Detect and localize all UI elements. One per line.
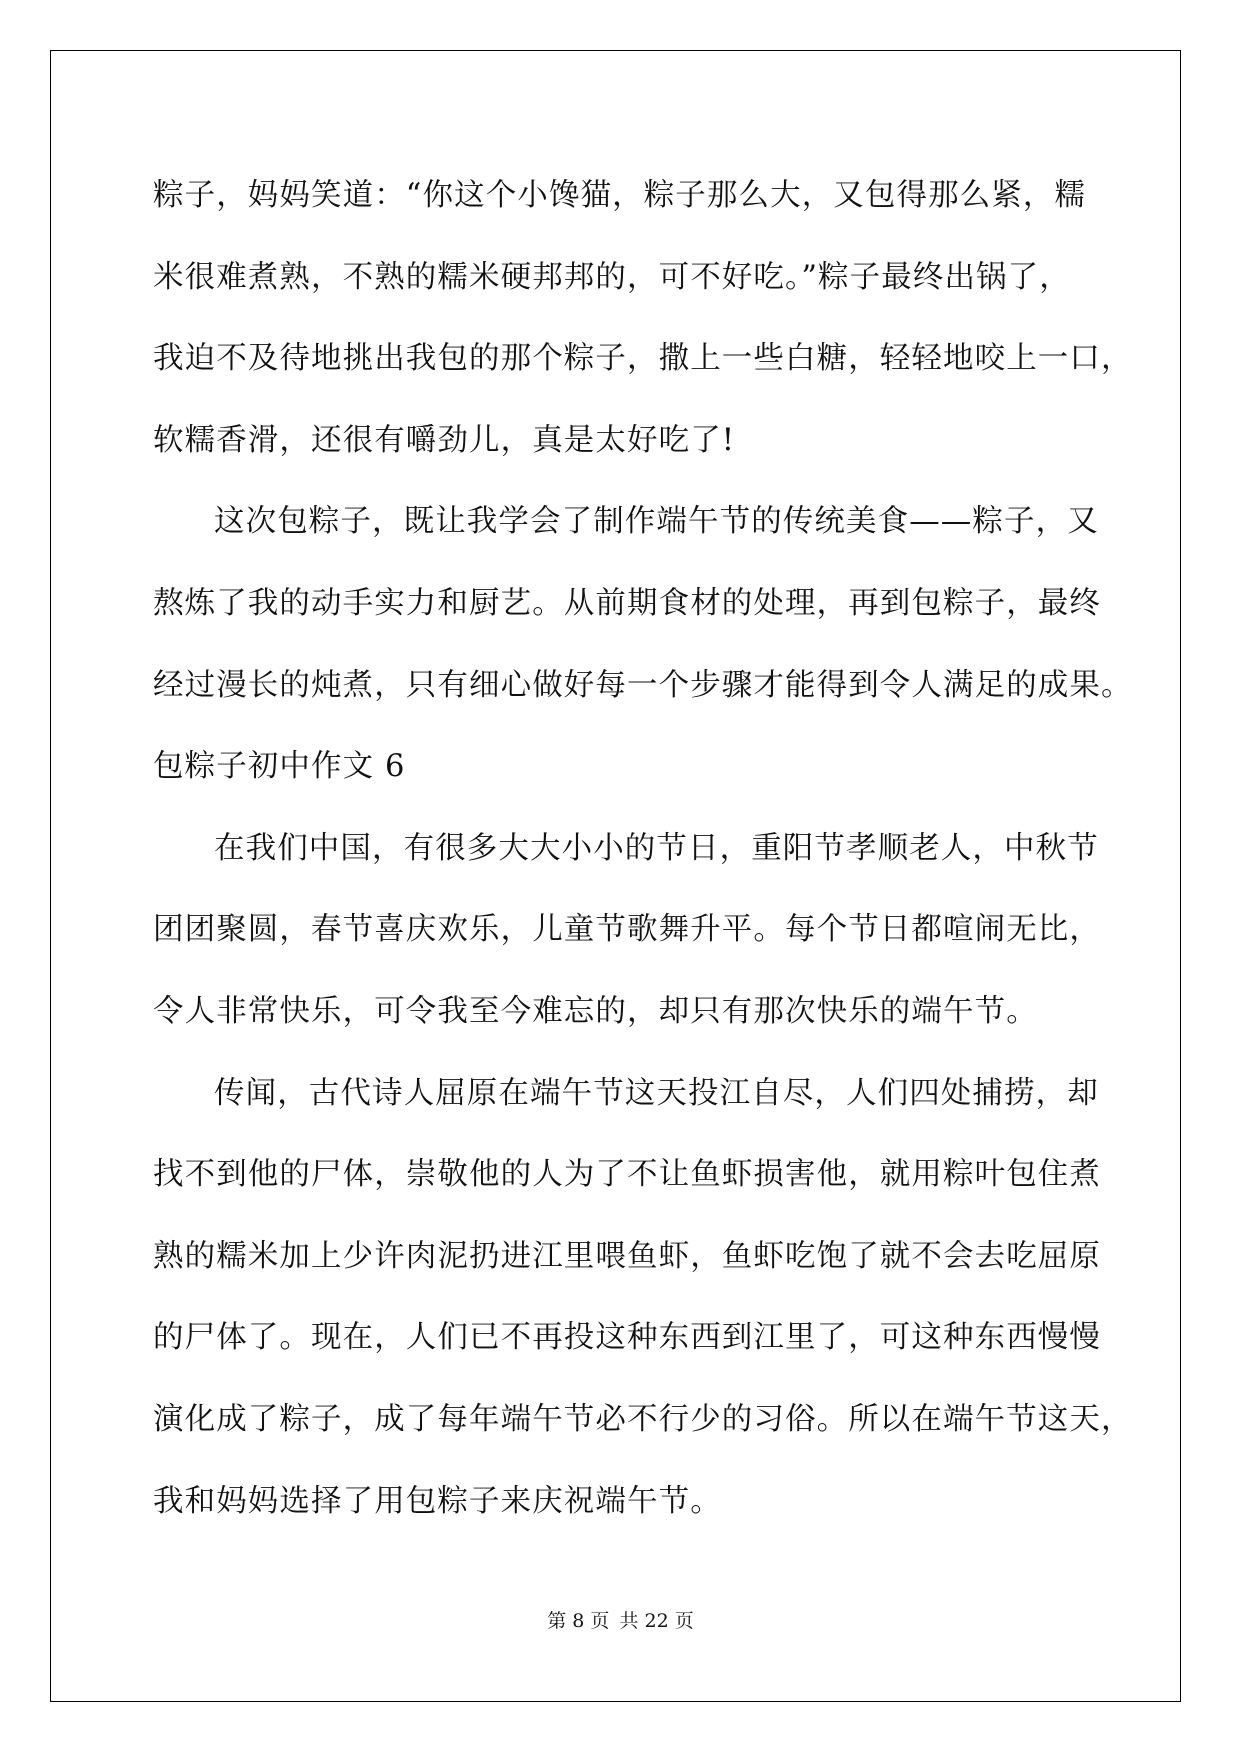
- text-line: 找不到他的尸体，崇敬他的人为了不让鱼虾损害他，就用粽叶包住煮: [153, 1157, 1101, 1193]
- text-line: 的尸体了。现在，人们已不再投这种东西到江里了，可这种东西慢慢: [153, 1320, 1101, 1356]
- text-line: 米很难煮熟，不熟的糯米硬邦邦的，可不好吃。”粽子最终出锅了，: [153, 259, 1071, 295]
- text-line: 熬炼了我的动手实力和厨艺。从前期食材的处理，再到包粽子，最终: [153, 585, 1101, 621]
- text-line: 熟的糯米加上少许肉泥扔进江里喂鱼虾，鱼虾吃饱了就不会去吃屈原: [153, 1238, 1101, 1274]
- text-line: 传闻，古代诗人屈原在端午节这天投江自尽，人们四处捕捞，却: [214, 1075, 1099, 1111]
- page-number: 第 8 页: [547, 1610, 610, 1632]
- text-line: 软糯香滑，还很有嚼劲儿，真是太好吃了!: [153, 422, 736, 458]
- page-total: 共 22 页: [619, 1610, 694, 1632]
- text-line: 粽子，妈妈笑道：“你这个小馋猫，粽子那么大，又包得那么紧，糯: [153, 178, 1087, 213]
- text-line: 团团聚圆，春节喜庆欢乐，儿童节歌舞升平。每个节日都喧闹无比，: [153, 912, 1101, 948]
- page-footer: [0, 1606, 1241, 1633]
- text-line: 经过漫长的炖煮，只有细心做好每一个步骤才能得到令人满足的成果。: [153, 667, 1133, 703]
- text-line: 这次包粽子，既让我学会了制作端午节的传统美食——粽子，又: [214, 504, 1099, 540]
- document-body: [153, 155, 1133, 1542]
- text-line: 包粽子初中作文 6: [153, 749, 406, 785]
- text-line: 在我们中国，有很多大大小小的节日，重阳节孝顺老人，中秋节: [214, 830, 1099, 866]
- text-line: 我迫不及待地挑出我包的那个粽子，撒上一些白糖，轻轻地咬上一口，: [153, 341, 1133, 377]
- text-line: 演化成了粽子，成了每年端午节必不行少的习俗。所以在端午节这天，: [153, 1401, 1133, 1437]
- text-line: 我和妈妈选择了用包粽子来庆祝端午节。: [153, 1483, 722, 1519]
- text-line: 令人非常快乐，可令我至今难忘的，却只有那次快乐的端午节。: [153, 993, 1038, 1029]
